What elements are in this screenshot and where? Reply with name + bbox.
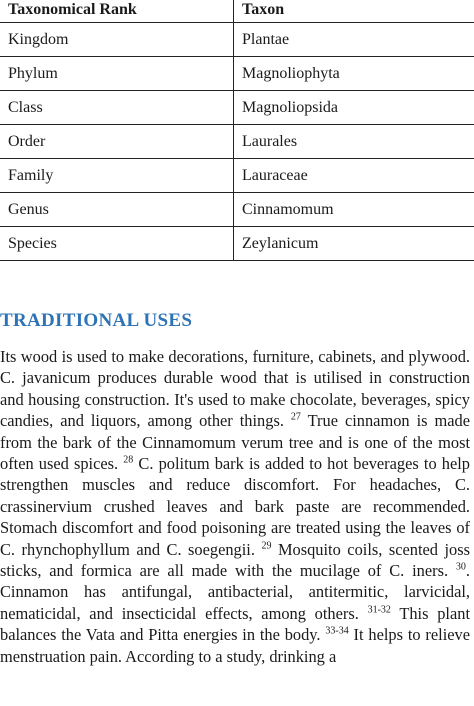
table-row [0,125,474,159]
taxon-cell: Magnoliopsida [234,91,474,125]
text-run: Mosquito coils, scented joss sticks, and formica are all made with the mucilage of C. iners. [0,539,470,581]
section-heading: TRADITIONAL USES [0,310,193,331]
citation-ref: 27 [290,411,301,423]
column-header-rank: Taxonomical Rank [0,0,234,23]
table-row [0,91,474,125]
rank-cell: Species [0,227,234,261]
taxon-cell: Magnoliophyta [234,57,474,91]
table-row [0,57,474,91]
taxon-cell: Plantae [234,23,474,57]
taxon-cell: Lauraceae [234,159,474,193]
table-row [0,23,474,57]
column-header-taxon: Taxon [234,0,474,23]
taxon-cell: Zeylanicum [234,227,474,261]
citation-ref: 29 [261,540,272,552]
rank-cell: Genus [0,193,234,227]
text-run: Its wood is used to make decorations, furniture, cabinets, and plywood. C. javanicum produces durable wood that is utilised in construction and housing construction. It's used to make chocolate, beverages, spicy candies, and liquors, among other things. [0,347,470,431]
text-run: It helps to relieve menstruation pain. According to a study, drinking a [0,625,470,666]
rank-cell: Phylum [0,57,234,91]
taxon-cell: Cinnamomum [234,193,474,227]
body-paragraph [0,346,470,667]
citation-ref: 33-34 [325,625,349,637]
table-row [0,193,474,227]
rank-cell: Class [0,91,234,125]
citation-ref: 30 [455,561,466,573]
taxonomy-table [0,0,474,261]
rank-cell: Family [0,159,234,193]
table-row [0,227,474,261]
taxon-cell: Laurales [234,125,474,159]
text-run: . Cinnamon has antifungal, antibacterial, antitermitic, larvicidal, nematicidal, and insecticidal effects, among others. [0,561,470,623]
citation-ref: 28 [123,454,134,466]
table-header-row [0,0,474,23]
text-run: C. politum bark is added to hot beverages to help strengthen muscles and reduce discomfort. For headaches, C. crassinervium crushed leaves and bark paste are recommended. Stomach discomfort and food poisoning are treated using the leaves of C. rhynchophyllum and C. soegengii. [0,454,470,559]
citation-ref: 31-32 [367,604,391,616]
text-run: True cinnamon is made from the bark of the Cinnamomum verum tree and is one of the most often used spices. [0,411,470,474]
table-row [0,159,474,193]
rank-cell: Order [0,125,234,159]
text-run: This plant balances the Vata and Pitta energies in the body. [0,603,471,645]
rank-cell: Kingdom [0,23,234,57]
